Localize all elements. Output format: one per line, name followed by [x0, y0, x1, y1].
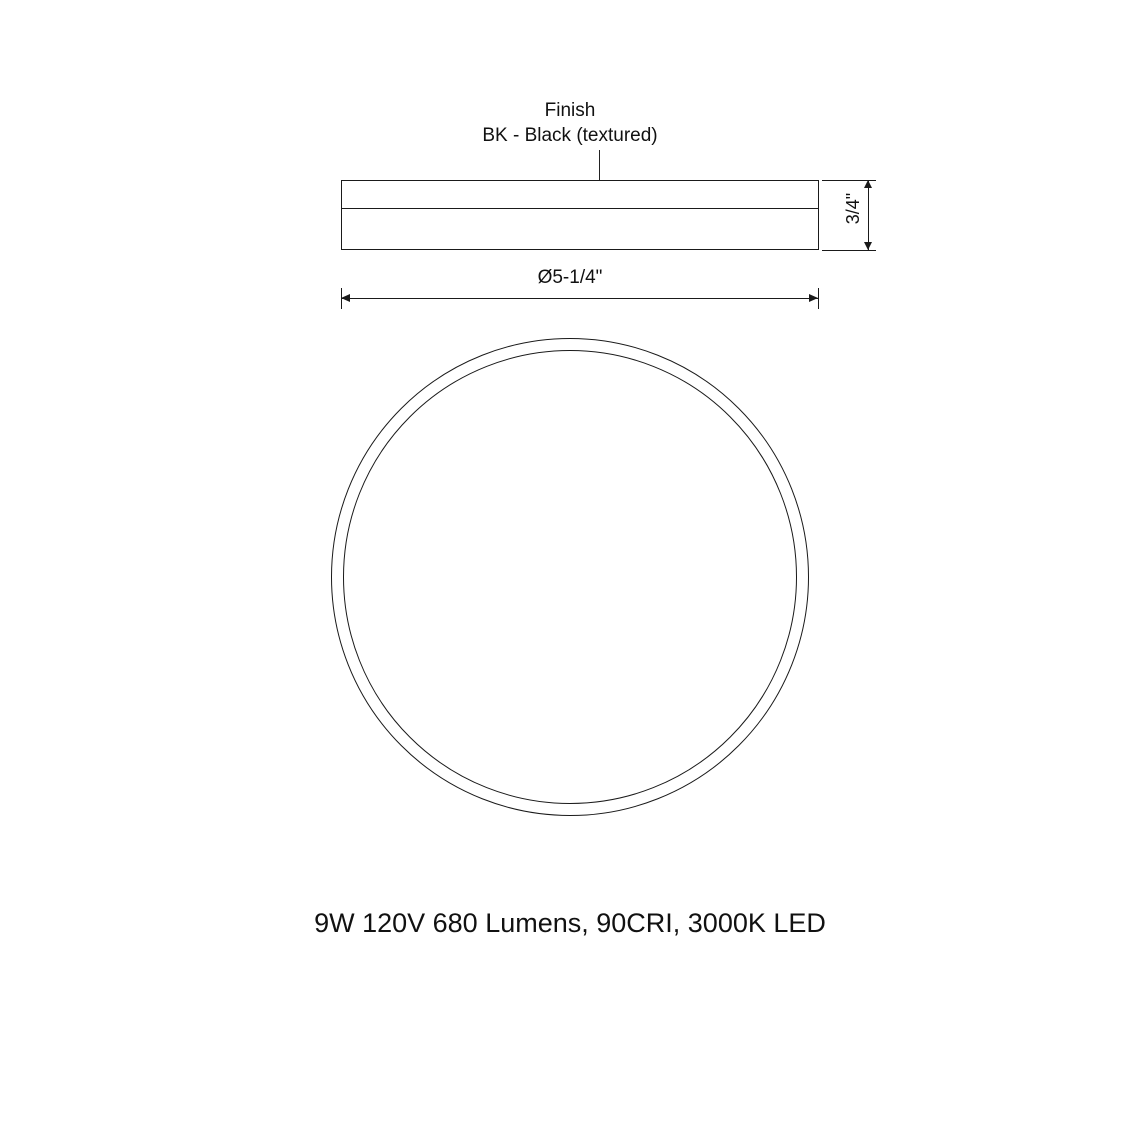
height-arrow-down-icon	[864, 242, 872, 250]
side-elevation-body	[341, 180, 819, 250]
height-dimension-line	[868, 180, 869, 250]
finish-callout-value: BK - Black (textured)	[482, 125, 658, 146]
specification-caption: 9W 120V 680 Lumens, 90CRI, 3000K LED	[314, 908, 826, 938]
finish-callout	[0, 98, 1140, 148]
plan-view-inner-circle	[343, 350, 797, 804]
height-arrow-up-icon	[864, 180, 872, 188]
height-dimension-label: 3/4"	[843, 192, 864, 225]
height-extension-line-bottom	[822, 250, 876, 251]
finish-callout-title: Finish	[544, 100, 596, 121]
side-elevation-seam-line	[341, 208, 819, 209]
diameter-dimension-label: Ø5-1/4"	[537, 267, 603, 288]
diameter-dimension-line	[341, 298, 819, 299]
diameter-arrow-left-icon	[341, 294, 350, 302]
diameter-arrow-right-icon	[809, 294, 818, 302]
